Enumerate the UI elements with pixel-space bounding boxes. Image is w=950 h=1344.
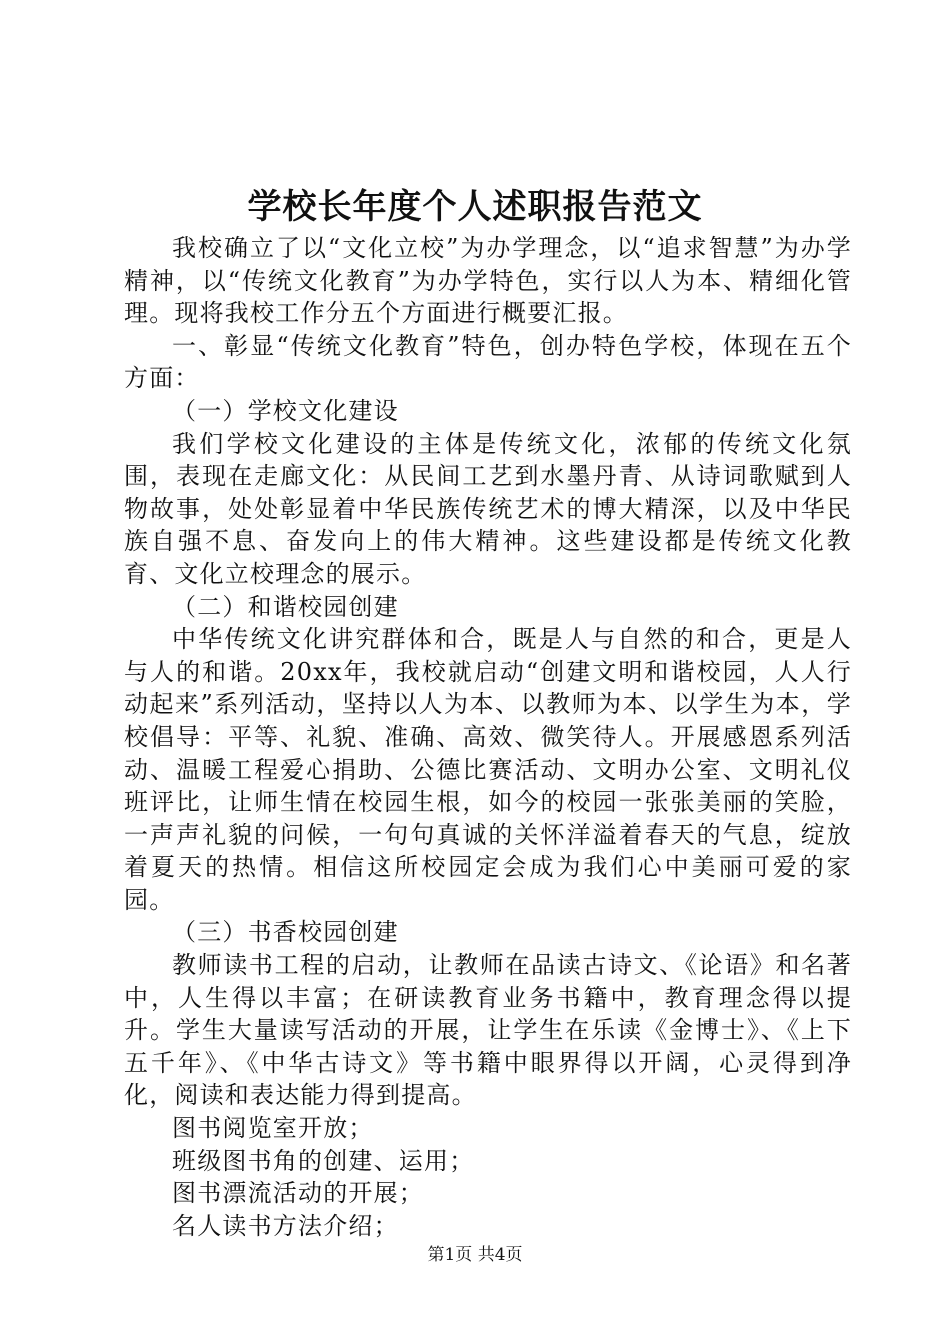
body-paragraph: 中华传统文化讲究群体和合，既是人与自然的和合，更是人与人的和谐。20xx年，我校就启动“创建文明和谐校园，人人行动起来”系列活动，坚持以人为本、以教师为本、以学生为本，学校倡导：平等、礼貌、准确、高效、微笑待人。开展感恩系列活动、温暖工程爱心捐助、公德比赛活动、文明办公室、文明礼仪班评比，让师生情在校园生根，如今的校园一张张美丽的笑脸，一声声礼貌的问候，一句句真诚的关怀洋溢着春天的气息，绽放着夏天的热情。相信这所校园定会成为我们心中美丽可爱的家园。 (124, 625, 852, 914)
section-heading: 一、彰显“传统文化教育”特色，创办特色学校，体现在五个方面： (124, 331, 852, 393)
subsection-heading: （二）和谐校园创建 (172, 592, 399, 621)
subsection-heading: （一）学校文化建设 (172, 396, 399, 425)
document-title: 学校长年度个人述职报告范文 (247, 187, 703, 227)
subsection-heading: （三）书香校园创建 (172, 918, 399, 947)
document-body (124, 232, 852, 1242)
list-item: 图书漂流活动的开展； (172, 1179, 424, 1208)
list-item: 班级图书角的创建、运用； (172, 1146, 475, 1175)
intro-paragraph: 我校确立了以“文化立校”为办学理念，以“追求智慧”为办学精神，以“传统文化教育”为办学特色，实行以人为本、精细化管理。现将我校工作分五个方面进行概要汇报。 (124, 234, 852, 328)
body-paragraph: 教师读书工程的启动，让教师在品读古诗文、《论语》和名著中，人生得以丰富；在研读教育业务书籍中，教育理念得以提升。学生大量读写活动的开展，让学生在乐读《金博士》、《上下五千年》、《中华古诗文》等书籍中眼界得以开阔，心灵得到净化，阅读和表达能力得到提高。 (124, 951, 852, 1110)
page-footer: 第1页 共4页 (427, 1245, 523, 1265)
body-paragraph: 我们学校文化建设的主体是传统文化，浓郁的传统文化氛围，表现在走廊文化：从民间工艺到水墨丹青、从诗词歌赋到人物故事，处处彰显着中华民族传统艺术的博大精深，以及中华民族自强不息、奋发向上的伟大精神。这些建设都是传统文化教育、文化立校理念的展示。 (124, 429, 852, 588)
list-item: 图书阅览室开放； (172, 1114, 374, 1143)
list-item: 名人读书方法介绍； (172, 1211, 399, 1240)
